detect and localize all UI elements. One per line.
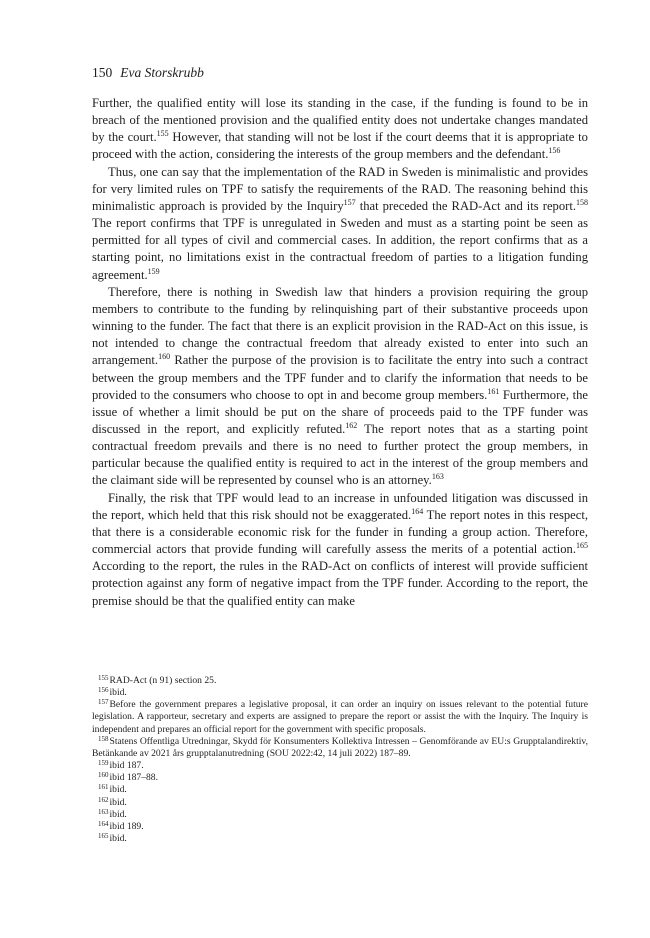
footnote-text: ibid.	[109, 784, 127, 796]
paragraph-text: Further, the qualified entity will lose its standing in the case, if the funding is found to be in breach of the mentioned provision and the qualified entity does not undertake changes mandated by the court.	[92, 96, 588, 145]
running-head	[92, 64, 204, 82]
footnote	[92, 699, 588, 735]
footnote-ref[interactable]: 163	[431, 472, 444, 482]
footnote-ref[interactable]: 156	[548, 146, 561, 156]
paragraph-text: The report notes that as a starting point contractual freedom prevails and there is no need to further protect the group members, in particular because the qualified entity is required to act in the interest of the group members and the claimant side will be represented by counsel who is an attorney.	[92, 421, 589, 488]
footnote	[92, 833, 588, 845]
footnote-number: 157	[98, 698, 109, 707]
footnote-text: ibid.	[109, 833, 127, 845]
footnote-ref[interactable]: 164	[411, 506, 424, 516]
paragraph-text: However, that standing will not be lost if the court deems that it is appropriate to proceed with the action, considering the interests of the group members and the defendant.	[92, 130, 588, 162]
footnote-ref[interactable]: 155	[156, 129, 169, 139]
paragraph-text: Rather the purpose of the provision is to facilitate the entry into such a contract between the group members and the TPF funder and to clarify the information that needs to be provided to the consumers who choose to opt in and become group members.	[92, 353, 588, 402]
footnote-number: 164	[98, 819, 109, 828]
footnote-number: 165	[98, 832, 109, 841]
footnote-ref[interactable]: 162	[345, 420, 358, 430]
paragraph-text: The report notes in this respect, that there is a considerable economic risk for the funder in funding a group action. Therefore, commercial actors that provide funding will carefully assess the merits of a potential action.	[92, 507, 588, 557]
paragraph-text: that preceded the RAD-Act and its report.	[355, 198, 576, 213]
footnote-text: ibid 187–88.	[109, 772, 159, 784]
footnote-number: 160	[98, 771, 109, 780]
footnote-text: ibid.	[109, 796, 127, 808]
footnote	[92, 760, 588, 772]
footnote	[92, 736, 588, 760]
footnote-ref[interactable]: 165	[576, 541, 588, 551]
footnote-text: ibid.	[109, 687, 127, 699]
footnote-number: 158	[98, 734, 109, 743]
footnote-ref[interactable]: 159	[147, 266, 160, 276]
footnote	[92, 687, 588, 699]
footnote-text: ibid 187.	[109, 760, 144, 772]
footnote-ref[interactable]: 160	[158, 352, 171, 362]
footnote-number: 162	[98, 795, 109, 804]
footnote	[92, 675, 588, 687]
footnote-ref[interactable]: 158	[575, 197, 588, 207]
footnote	[92, 797, 588, 809]
body-text	[92, 95, 588, 610]
footnote-number: 155	[98, 674, 109, 682]
paragraph	[92, 95, 588, 164]
footnote-number: 156	[98, 686, 109, 695]
paragraph-text: According to the report, the rules in the RAD-Act on conflicts of interest will provide sufficient protection against any form of negative impact from the TPF funder. According to the report, the premise should be that the qualified entity can make	[92, 559, 588, 608]
footnote-text: Before the government prepares a legislative proposal, it can order an inquiry on issues relevant to the potential future legislation. A rapporteur, secretary and experts are assigned to prepare the report or assist the with the Inquiry. The Inquiry is independent and prepares an official report for the government with specific proposals.	[92, 699, 588, 735]
footnote	[92, 772, 588, 784]
footnote-text: RAD-Act (n 91) section 25.	[109, 675, 217, 686]
paragraph-text: Therefore, there is nothing in Swedish law that hinders a provision requiring the group members to contribute to the funding by relinquishing part of their substantive proceeds upon winning to the funder. The fact that there is an explicit provision in the RAD-Act on this issue, is not intended to change the contractual freedom that already existed to enter into such an arrangement.	[92, 284, 588, 368]
paragraph	[92, 284, 588, 490]
footnote-text: ibid 189.	[109, 820, 144, 832]
footnote-number: 159	[98, 759, 109, 768]
paragraph-text: Thus, one can say that the implementation of the RAD in Sweden is minimalistic and provides for very limited rules on TPF to satisfy the requirements of the RAD. The reasoning behind this minimalistic approach is provided by the Inquiry	[92, 164, 588, 213]
footnote-text: Statens Offentliga Utredningar, Skydd för Konsumenters Kollektiva Intressen – Genomförande av EU:s Grupptalandirektiv, Betänkande av 2021 års grupptalanutredning (SOU 2022:42, 14 juli 2022) 187–89.	[92, 735, 588, 759]
author-name: Eva Storskrubb	[120, 65, 204, 80]
footnote	[92, 821, 588, 833]
footnote	[92, 809, 588, 821]
footnote-ref[interactable]: 161	[487, 386, 500, 396]
footnote-text: ibid.	[109, 808, 127, 820]
footnote-number: 163	[98, 807, 109, 816]
paragraph-text: Finally, the risk that TPF would lead to an increase in unfounded litigation was discussed in the report, which held that this risk should not be exaggerated.	[92, 490, 588, 522]
paragraph	[92, 164, 588, 284]
paragraph-text: Furthermore, the issue of whether a limit should be put on the share of proceeds paid to the TPF funder was discussed in the report, and explicitly refuted.	[92, 387, 588, 436]
paragraph	[92, 490, 588, 610]
footnote-ref[interactable]: 157	[343, 197, 356, 207]
footnote	[92, 784, 588, 796]
page-number: 150	[92, 65, 113, 80]
paragraph-text: The report confirms that TPF is unregulated in Sweden and must as a starting point be seen as permitted for all types of civil and commercial cases. In addition, the report confirms that as a starting point, no limitations exist in the contractual freedom of parties to a litigation funding agreement.	[92, 216, 588, 282]
footnotes	[92, 675, 588, 845]
footnote-number: 161	[98, 783, 109, 792]
